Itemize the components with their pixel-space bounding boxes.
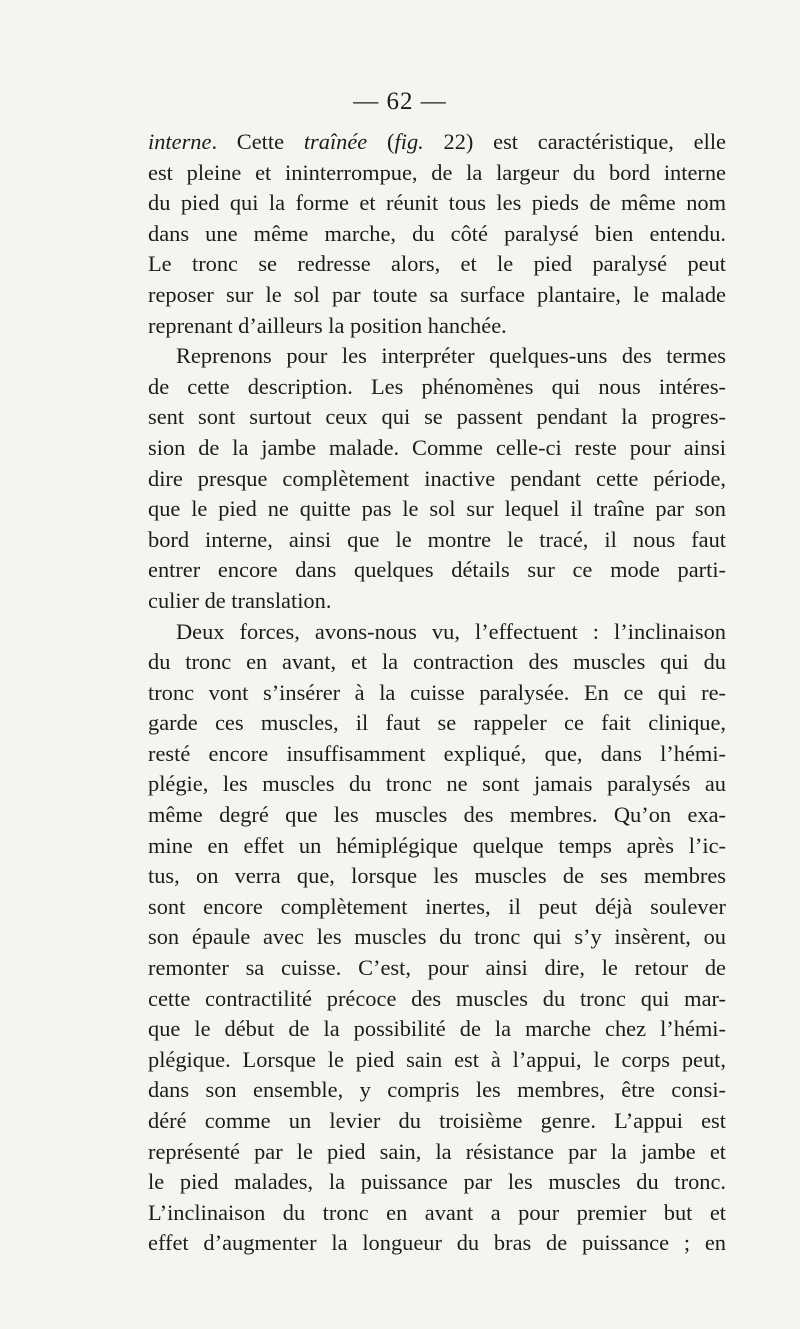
text-run: ( [367,129,395,154]
text-line: tronc vont s’insérer à la cuisse paralysée. En ce qui re- [148,679,726,705]
text-run: 22) est caractéristique, elle [423,129,726,154]
text-line: cette contractilité précoce des muscles du tronc qui mar- [148,985,726,1011]
text-line: garde ces muscles, il faut se rappeler ce fait clinique, [148,710,726,736]
paragraph-end-line: reprenant d’ailleurs la position hanchée. [148,312,507,338]
paragraph-end-line: culier de translation. [148,587,332,613]
text-line: du tronc en avant, et la contraction des muscles qui du [148,649,726,675]
text-line: de cette description. Les phénomènes qui nous intéres- [148,373,726,399]
text-line: que le pied ne quitte pas le sol sur lequel il traîne par son [148,496,726,522]
text-line: son épaule avec les muscles du tronc qui s’y insèrent, ou [148,924,726,950]
text-line: bord interne, ainsi que le montre le tracé, il nous faut [148,526,726,552]
text-line: entrer encore dans quelques détails sur ce mode parti- [148,557,726,583]
text-line: sion de la jambe malade. Comme celle-ci reste pour ainsi [148,434,726,460]
text-line: représenté par le pied sain, la résistance par la jambe et [148,1138,726,1164]
text-line: est pleine et ininterrompue, de la largeur du bord interne [148,159,726,185]
text-line: resté encore insuffisamment expliqué, que, dans l’hémi- [148,740,726,766]
text-line: Le tronc se redresse alors, et le pied paralysé peut [148,251,726,277]
text-line: plégique. Lorsque le pied sain est à l’appui, le corps peut, [148,1046,726,1072]
text-line: tus, on verra que, lorsque les muscles de ses membres [148,863,726,889]
text-line: le pied malades, la puissance par les muscles du tronc. [148,1169,726,1195]
italic-term: traînée [303,129,368,154]
paragraph-start-line: Reprenons pour les interpréter quelques-uns des termes [176,343,726,369]
paragraph-start-line: Deux forces, avons-nous vu, l’effectuent : l’inclinaison [176,618,726,644]
text-line: du pied qui la forme et réunit tous les pieds de même nom [148,190,726,216]
body-text [148,127,726,1259]
text-line: reposer sur le sol par toute sa surface plantaire, le malade [148,281,726,307]
text-line: effet d’augmenter la longueur du bras de puissance ; en [148,1230,726,1256]
text-line: sent sont surtout ceux qui se passent pendant la progres- [148,404,726,430]
text-line [148,127,726,158]
text-line: même degré que les muscles des membres. Qu’on exa- [148,802,726,828]
text-line: dans une même marche, du côté paralysé bien entendu. [148,220,726,246]
italic-figure-ref: fig. [394,129,424,154]
text-line: L’inclinaison du tronc en avant a pour premier but et [148,1199,726,1225]
text-line: dire presque complètement inactive pendant cette période, [148,465,726,491]
text-run: . Cette [211,129,304,154]
text-line: plégie, les muscles du tronc ne sont jamais paralysés au [148,771,726,797]
text-line: sont encore complètement inertes, il peut déjà soulever [148,893,726,919]
text-line: remonter sa cuisse. C’est, pour ainsi dire, le retour de [148,955,726,981]
text-line: mine en effet un hémiplégique quelque temps après l’ic- [148,832,726,858]
text-line: déré comme un levier du troisième genre. L’appui est [148,1108,726,1133]
page-number: — 62 — [353,88,447,115]
italic-term: interne [148,129,212,154]
text-line: que le début de la possibilité de la marche chez l’hémi- [148,1016,726,1042]
text-line: dans son ensemble, y compris les membres, être consi- [148,1077,726,1103]
